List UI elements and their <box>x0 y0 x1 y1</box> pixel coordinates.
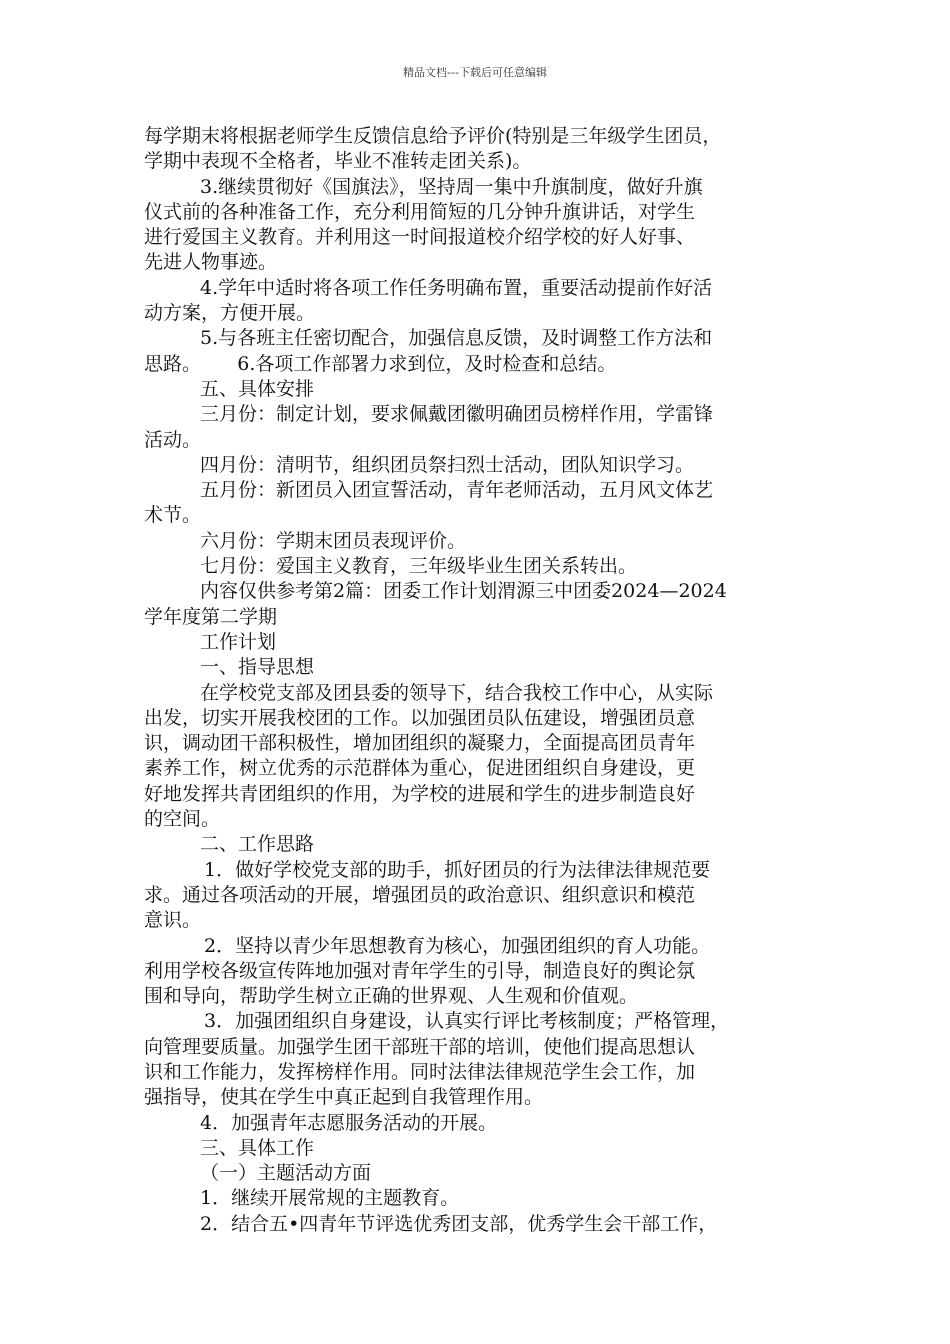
text-line: 4．加强青年志愿服务活动的开展。 <box>200 1111 498 1134</box>
text-line: 向管理要质量。加强学生团干部班干部的培训，使他们提高思想认 <box>144 1035 696 1058</box>
text-line: 动方案，方便开展。 <box>144 302 316 325</box>
text-line: 仪式前的各种准备工作，充分利用简短的几分钟升旗讲话，对学生 <box>144 200 696 223</box>
text-line: 3．加强团组织自身建设，认真实行评比考核制度；严格管理， <box>204 1010 730 1033</box>
section-heading: 五、具体安排 <box>200 377 315 400</box>
text-line: 内容仅供参考第2篇：团委工作计划渭源三中团委2024—2024 <box>200 580 727 603</box>
text-line: 出发，切实开展我校团的工作。以加强团员队伍建设，增强团员意 <box>144 706 696 729</box>
section-heading: 二、工作思路 <box>200 833 315 856</box>
section-heading: （一）主题活动方面 <box>200 1162 372 1185</box>
document-body <box>144 124 812 1237</box>
text-line: 三月份：制定计划，要求佩戴团徽明确团员榜样作用，学雷锋 <box>200 403 714 426</box>
text-line: 2．结合五•四青年节评选优秀团支部，优秀学生会干部工作， <box>200 1212 718 1235</box>
section-heading: 工作计划 <box>200 630 277 653</box>
text-line: 学期中表现不全格者，毕业不准转走团关系)。 <box>144 150 532 173</box>
text-line: 好地发挥共青团组织的作用，为学校的进展和学生的进步制造良好 <box>144 782 696 805</box>
text-line: 5.与各班主任密切配合，加强信息反馈，及时调整工作方法和 <box>200 327 713 350</box>
text-line: 素养工作，树立优秀的示范群体为重心，促进团组织自身建设，更 <box>144 757 696 780</box>
text-line: 1．继续开展常规的主题教育。 <box>200 1187 460 1210</box>
text-line: 4.学年中适时将各项工作任务明确布置，重要活动提前作好活 <box>200 276 713 299</box>
section-heading: 一、指导思想 <box>200 656 315 679</box>
text-line: 先进人物事迹。 <box>144 251 278 274</box>
text-line: 术节。 <box>144 504 202 527</box>
text-line: 六月份：学期末团员表现评价。 <box>200 529 467 552</box>
text-line: 每学期末将根据老师学生反馈信息给予评价(特别是三年级学生团员， <box>144 125 722 147</box>
text-line: 五月份：新团员入团宣誓活动，青年老师活动，五月风文体艺 <box>200 479 714 502</box>
text-line: 利用学校各级宣传阵地加强对青年学生的引导，制造良好的舆论氛 <box>144 959 696 982</box>
text-line: 四月份：清明节，组织团员祭扫烈士活动，团队知识学习。 <box>200 453 695 476</box>
text-line: 求。通过各项活动的开展，增强团员的政治意识、组织意识和模范 <box>144 883 696 906</box>
text-line: 强指导，使其在学生中真正起到自我管理作用。 <box>144 1086 544 1109</box>
text-line: 进行爱国主义教育。并利用这一时间报道校介绍学校的好人好事、 <box>144 226 696 249</box>
section-heading: 三、具体工作 <box>200 1136 315 1159</box>
text-line: 的空间。 <box>144 808 221 831</box>
text-line: 活动。 <box>144 428 202 451</box>
text-line: 识，调动团干部积极性，增加团组织的凝聚力，全面提高团员青年 <box>144 732 696 755</box>
text-line: 3.继续贯彻好《国旗法》，坚持周一集中升旗制度，做好升旗 <box>200 175 703 198</box>
text-line: 学年度第二学期 <box>144 605 278 628</box>
text-line: 2．坚持以青少年思想教育为核心，加强团组织的育人功能。 <box>204 934 711 957</box>
page-header: 精品文档---下载后可任意编辑 <box>403 66 547 79</box>
text-line: 意识。 <box>144 909 202 932</box>
text-line: 1．做好学校党支部的助手，抓好团员的行为法律法律规范要 <box>204 858 711 881</box>
text-line: 围和导向，帮助学生树立正确的世界观、人生观和价值观。 <box>144 985 639 1008</box>
text-line: 七月份：爱国主义教育，三年级毕业生团关系转出。 <box>200 555 638 578</box>
text-line: 识和工作能力，发挥榜样作用。同时法律法律规范学生会工作，加 <box>144 1060 696 1083</box>
text-line: 在学校党支部及团县委的领导下，结合我校工作中心，从实际 <box>200 681 714 704</box>
text-line: 思路。 6.各项工作部署力求到位，及时检查和总结。 <box>144 352 617 375</box>
